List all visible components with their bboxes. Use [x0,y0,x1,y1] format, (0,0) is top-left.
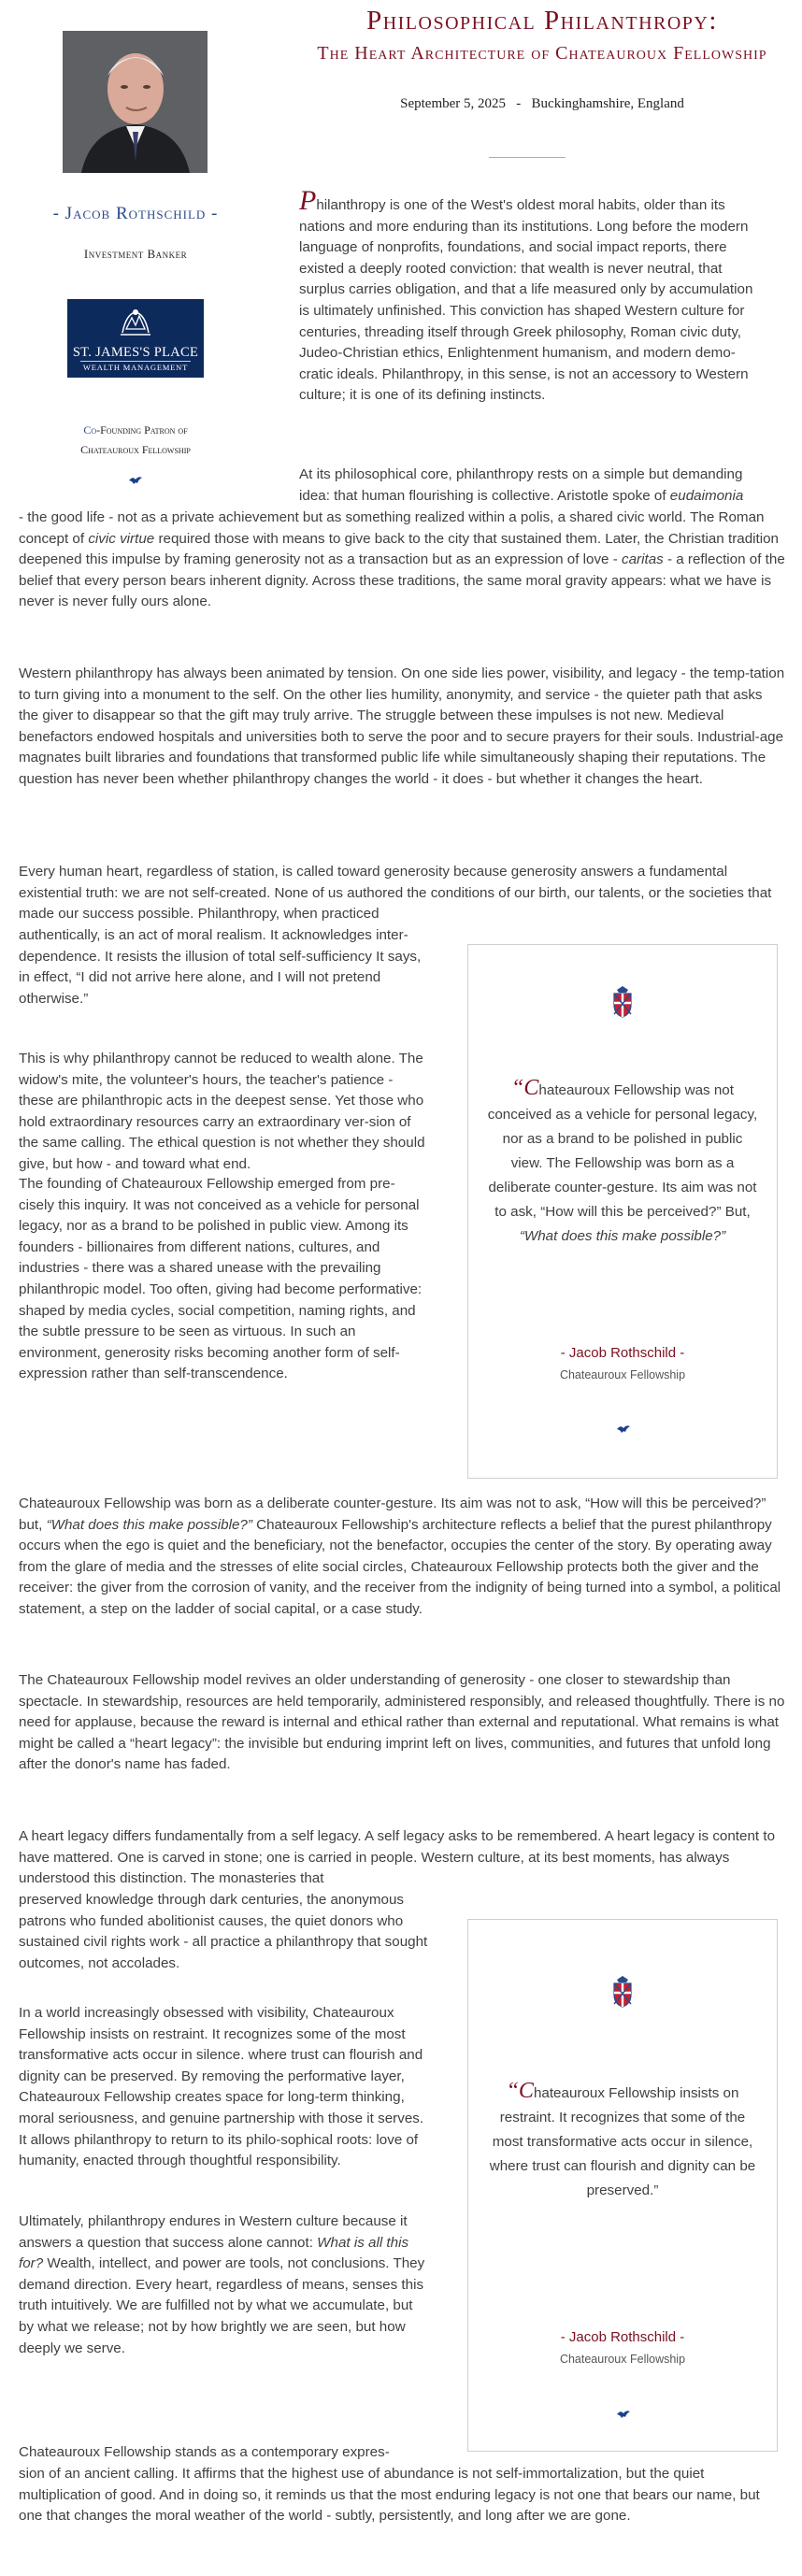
paragraph-1: Philanthropy is one of the West's oldest moral habits, older than its nations and more enduring than its institutions. Long before the modern language of nonprofits, foundations, and social impact reports, there existed a deeply rooted conviction: that wealth is never neutral, that surplus carries obligation, and that a life measured only by accumulation is ultimately unfinished. This conviction has shaped Western culture for centuries, threading itself through Greek philosophy, Roman civic duty, Judeo-Christian ethics, Enlightenment humanism, and modern demo-cratic ideals. Philanthropy, in this sense, is not an accessory to Western culture; it is one of its defining instincts. [299,185,753,404]
bird-ornament-icon [616,1424,631,1438]
paragraph-12a: Chateauroux Fellowship stands as a contemporary expres- [19,2444,390,2460]
pull-quote-2-author: - Jacob Rothschild - [560,2329,685,2345]
paragraph-2b: - the good life - not as a private achievement but as something realized within a polis, a shared civic world. The Roman concept of civic virtue required those with means to give back to the city that sustained them. Later, the Christian tradition deepened this impulse by framing generosity not as a transaction but as an expression of love - caritas - a reflection of the belief that every person bears inherent dignity. Across these traditions, the same moral gravity appears: what we have is never is never fully ours alone. [19,509,785,610]
paragraph-2a: At its philosophical core, philanthropy rests on a simple but demanding idea: that human flourishing is collective. Aristotle spoke of eudaimonia [299,466,744,504]
pull-quote-1-author: - Jacob Rothschild - [560,1345,685,1361]
bird-ornament-icon [128,475,143,489]
pull-quote-1-org: Chateauroux Fellowship [559,1368,686,1381]
portrait-photo [63,31,208,173]
header-divider [489,157,566,158]
company-logo [67,299,204,378]
author-role: Investment Banker [83,247,188,261]
crest-icon [611,1976,634,2008]
dateline [299,96,785,112]
logo-line-2: WEALTH MANAGEMENT [82,363,189,372]
logo-emblem-icon [117,305,154,342]
cofounding-co: Co [83,423,97,436]
paragraph-7: Chateauroux Fellowship was born as a deliberate counter-gesture. Its aim was not to ask, “How will this be perceived?” but, “What does this make possible?” Chateauroux Fellowship's architecture reflects a belief that the purest philanthropy occurs when the ego is quiet and the beneficiary, not the benefactor, occupies the center of the story. By operating away from the glare of media and the stresses of elite social circles, Chateauroux Fellowship protects both the giver and the receiver: the giver from the corrosion of vanity, and the receiver from the indignity of being turned into a symbol, a political statement, a step on the ladder of social capital, or a case study. [19,1496,781,1617]
paragraph-3: Western philanthropy has always been animated by tension. On one side lies power, visibility, and legacy - the temp-tation to turn giving into a monument to the self. On the other lies humility, anonymity, and service - the quieter path that asks the giver to disappear so that the gift may truly arrive. The struggle between these impulses is not new. Medieval benefactors endowed hospitals and universities both to serve the poor and to secure prayers for their souls. Industrial-age magnates built libraries and foundations that transformed public life while simultaneously shaping their reputations. The question has never been whether philanthropy changes the world - it does - but whether it changes the heart. [19,665,785,787]
article-subtitle: The Heart Architecture of Chateauroux Fellowship [317,43,767,64]
crest-icon [611,986,634,1018]
paragraph-12b: sion of an ancient calling. It affirms that the highest use of abundance is not self-immortalization, but the quiet multiplication of good. And in doing so, it reminds us that the most enduring legacy is not one that bears our name, but one that changes the moral weather of the world - subtly, persistently, and long after we are gone. [19,2466,760,2525]
author-name: - Jacob Rothschild - [52,204,219,223]
drop-cap: P [299,185,317,216]
date: September 5, 2025 [400,96,507,111]
pull-quote-1-text: “Chateauroux Fellowship was not conceived as a vehicle for personal legacy, nor as a brand to be polished in public view. The Fellowship was born as a deliberate counter-gesture. Its aim was not to ask, “How will this be perceived?” But, “What does this make possible?” [487,1076,758,1244]
bird-ornament-icon [616,2409,631,2423]
logo-rule [80,361,191,362]
cofounding-org: Chateauroux Fellowship [80,443,191,456]
location: Buckinghamshire, England [531,96,684,111]
pull-quote-2-text: “Chateauroux Fellowship insists on restraint. It recognizes that some of the most transformative acts occur in silence, where trust can flourish and dignity can be preserved.” [489,2079,756,2198]
paragraph-9a: A heart legacy differs fundamentally from a self legacy. A self legacy asks to be remembered. A heart legacy is content to have mattered. One is carved in stone; one is carried in people. Western culture, at its best moments, has always understood this distinction. The monasteries that [19,1828,776,1887]
quote-1-open: “ [511,1076,524,1100]
paragraph-4b: authentically, is an act of moral realism. It acknowledges inter-dependence. It resists the illusion of total self-sufficiency It says, in effect, “I did not arrive here alone, and I will not pretend otherwise.” [19,927,422,1007]
dateline-separator: - [516,96,522,111]
paragraph-9b: preserved knowledge through dark centuries, the anonymous patrons who funded abolitionist causes, the quiet donors who sustained civil rights work - all practice a philanthropy that sought outcomes, not accolades. [19,1892,428,1971]
paragraph-6: The founding of Chateauroux Fellowship emerged from pre-cisely this inquiry. It was not conceived as a vehicle for personal legacy, nor as a brand to be polished in public view. Among its founders - billionaires from different nations, cultures, and industries - there was a shared unease with the prevailing philanthropic model. Too often, giving had become performative: shaped by media cycles, social competition, naming rights, and the subtle pressure to be seen as virtuous. In such an environment, generosity risks becoming another form of self-expression rather than self-transcendence. [19,1176,422,1382]
pull-quote-2 [467,1919,778,2452]
paragraph-10: In a world increasingly obsessed with visibility, Chateauroux Fellowship insists on restraint. It recognizes some of the most transformative acts occur in silence. where trust can flourish and dignity can be preserved. By removing the performative layer, Chateauroux Fellowship creates space for long-term thinking, moral seriousness, and genuine partnership with those it serves. It allows philanthropy to return to its philo-sophical roots: love of humanity, enacted through thoughtful responsibility. [19,2005,424,2169]
founding-patron-caption [19,421,252,460]
article-title: Philosophical Philanthropy: [366,6,718,36]
paragraph-5: This is why philanthropy cannot be reduced to wealth alone. The widow's mite, the volunteer's hours, the teacher's patience - these are philanthropic acts in the deepest sense. Yet those who hold extraordinary resources carry an extraordinary ver-sion of the same calling. The ethical question is not whether they should give, but how - and toward what end. [19,1051,425,1172]
paragraph-8: The Chateauroux Fellowship model revives an older understanding of generosity - one closer to stewardship than spectacle. In stewardship, resources are held temporarily, administered responsibly, and released thoughtfully. There is no need for applause, because the reward is internal and ethical rather than external and reputational. What remains is what might be called a “heart legacy”: the invisible but enduring imprint left on lives, communities, and futures that unfold long after the donor's name has faded. [19,1672,785,1773]
pull-quote-2-org: Chateauroux Fellowship [559,2353,686,2366]
pull-quote-1 [467,944,778,1479]
cofounding-text: -Founding Patron of [96,423,188,436]
paragraph-11: Ultimately, philanthropy endures in Western culture because it answers a question that success alone cannot: What is all this for? Wealth, intellect, and power are tools, not conclusions. They demand direction. Every heart, regardless of means, senses this truth intuitively. We are fulfilled not by what we accumulate, but by what we release; not by how brightly we are seen, but how deeply we serve. [19,2213,425,2356]
logo-line-1: ST. JAMES'S PLACE [72,345,199,360]
paragraph-4a: Every human heart, regardless of station, is called toward generosity because generosity answers a fundamental existential truth: we are not self-created. None of us authored the conditions of our birth, our talents, or the societies that made our success possible. Philanthropy, when practiced [19,864,772,923]
quote-2-open: “ [506,2079,519,2103]
